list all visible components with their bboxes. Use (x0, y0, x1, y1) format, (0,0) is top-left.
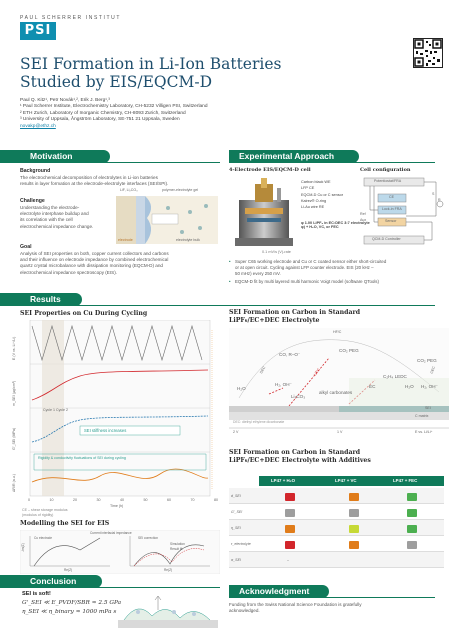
config-aux: Aux (360, 218, 367, 222)
eis-heading: Modelling the SEI for EIS (20, 520, 110, 527)
cell-label-list: Carbon black WE LFP CE EQCM-D Cu or C sensor Kalrez® O-ring Li-Au wire RE (301, 180, 343, 209)
email-link[interactable]: novakp@ethz.ch (20, 123, 56, 129)
background-text-1: The electrochemical decomposition of electrolytes in Li-ion batteries (20, 175, 158, 180)
cell-marker (285, 493, 295, 501)
experimental-heading: Experimental Approach (229, 150, 359, 163)
author-names: Paul Q. Kitz¹, Petr Novák¹,², Erik J. Berg¹,³ (20, 98, 110, 103)
cu-cycling-chart (12, 320, 220, 520)
cu-annot-stiffness: SEI stiffness increases (84, 428, 127, 433)
eis-label-fit: Result fit (170, 547, 183, 551)
carbon-label-hfc: HF/C (333, 330, 342, 334)
eis-label-sim: Simulation (170, 542, 185, 546)
cu-annot-cycle2: Cycle 2 (56, 408, 68, 412)
additives-row-label-eta: η_SEI (231, 526, 241, 530)
config-qcm: QCM-D Controller (372, 237, 401, 241)
carbon-label-sei: SEI (425, 406, 431, 410)
fig-label-top2: polymer-electrolyte gel (162, 188, 199, 192)
cell-heading: 4-Electrode EIS/EQCM-D cell (229, 167, 311, 173)
page-title: SEI Formation in Li-Ion Batteries Studied by EIS/EQCM-D (20, 55, 282, 91)
cell-marker (285, 525, 295, 533)
config-r: R (438, 198, 441, 202)
background-text-2: results in layer formation at the electrode-electrolyte interfaces (SEI/SPI). (20, 181, 169, 186)
cu-ylabel-resistance: ΔR/R (a.u.) (12, 474, 16, 492)
challenge-heading: Challenge (20, 198, 45, 204)
carbon-label-dec: DEC (259, 365, 267, 375)
carbon-label-h2o-1: H₂O (237, 386, 246, 391)
cell-config-schematic (360, 176, 446, 250)
eis-ylabel: -Im(Z) (21, 543, 25, 552)
results-heading: Results (20, 293, 82, 306)
author-block (20, 98, 208, 130)
additives-row-label-d: d_SEI (231, 494, 241, 498)
conclusion-eq1: G'_SEI ≪ E_PVDF/SBR ≈ 2.5 GPa (22, 600, 122, 606)
config-ce: CE (389, 195, 394, 199)
additives-row-label-tau: τ_electrolyte (231, 542, 251, 546)
carbon-label-liec: LiEC (313, 367, 321, 377)
fig-label-top: LiF, Li₂CO₃ (120, 188, 138, 192)
carbon-footnote: DEC: diethyl ethylene dicarbonate (233, 420, 285, 424)
carbon-label-cmatrix: C matrix (415, 414, 429, 418)
carbon-label-co2-peg: CO₂ PEG (339, 348, 359, 353)
additives-row-label-g: G'_SEI (231, 510, 243, 514)
psi-logo: PSI (20, 22, 56, 40)
eqcm-cell-drawing (233, 178, 295, 248)
conditions-list: φ 1.00 LiPF₆ in EC:DEC 3:7 electrolyte φ) + H₂O, VC, or FEC (301, 221, 370, 229)
cu-note-2: (modulus of rigidity) (22, 513, 54, 517)
cell-marker (407, 541, 417, 549)
sei-interphase-figure (116, 188, 218, 244)
cu-annot-cycle1: Cycle 1 (43, 408, 55, 412)
fig-label-electrode: electrode (118, 238, 133, 242)
cell-marker (407, 525, 417, 533)
config-potentiostat: Potentiostat/FRA (374, 179, 402, 183)
cell-marker (349, 509, 359, 517)
cell-marker (349, 541, 359, 549)
motivation-heading: Motivation (20, 150, 110, 163)
additives-col-vc: LP47 + VC (335, 478, 357, 483)
motivation-bar-left (0, 150, 20, 163)
cell-marker (407, 509, 417, 517)
carbon-label-li2co3: Li₂CO₃ (291, 394, 306, 399)
ack-rule (229, 597, 435, 598)
carbon-label-ec: EC (369, 384, 376, 389)
eis-model-figure (20, 530, 220, 574)
cu-ylabel-potential: E (V vs. Li⁺/Li) (12, 336, 16, 360)
conclusion-figure (118, 590, 218, 634)
carbon-heading: SEI Formation on Carbon in Standard LiPF₆/EC+DEC Electrolyte (229, 309, 361, 324)
config-sensor: Sensor (385, 219, 397, 223)
carbon-xaxis-label: E vs. Li/Li⁺ (415, 430, 433, 434)
carbon-label-h2oh-2: H₂, OH⁻ (421, 384, 438, 389)
carbon-label-h2oh-1: H₂, OH⁻ (275, 382, 292, 387)
cell-marker (349, 493, 359, 501)
background-heading: Background (20, 168, 51, 174)
config-lockin: Lock-in FRA (382, 207, 402, 211)
goal-heading: Goal (20, 244, 32, 250)
qr-code-icon[interactable] (413, 38, 443, 68)
eis-xlabel-1: Re(Z) (64, 568, 73, 572)
additives-col-fec: LP47 + FEC (393, 478, 418, 483)
results-rule (20, 305, 435, 306)
carbon-sei-diagram (229, 328, 449, 438)
eis-label-correction: SEI correction (138, 536, 159, 540)
affiliation-3: ³ University of Uppsala, Ångström Laboratory, SE-751 21 Uppsala, Sweden (20, 117, 180, 123)
conclusion-soft: SEI is soft! (22, 591, 51, 597)
ack-text: Funding from the Swiss National Science Foundation is gratefully acknowledged. (229, 602, 362, 614)
cu-xlabel: Time (h) (110, 504, 124, 508)
carbon-label-alkyl: alkyl carbonates (319, 390, 353, 395)
conclusion-bar-left (0, 575, 20, 588)
carbon-label-c2h4: C₂H₄ LEDC (383, 374, 407, 379)
carbon-label-co-ro: CO, R–O⁻ (279, 352, 301, 357)
cu-ylabel-modulus: G'_SEI (MPa) (12, 427, 16, 450)
experimental-rule (229, 162, 435, 163)
results-bar-left (0, 293, 20, 306)
cu-ylabel-mass: m_SEI (µg/cm²) (12, 380, 16, 406)
cu-heading: SEI Properties on Cu During Cycling (20, 310, 148, 317)
carbon-label-cec: CEC (429, 365, 436, 375)
conclusion-rule (20, 587, 220, 588)
cell-marker (285, 509, 295, 517)
ack-heading: Acknowledgment (229, 585, 329, 598)
carbon-xtick-1v: 1 V (337, 430, 343, 434)
eis-title: Current interfacial impedance (90, 531, 132, 535)
additives-col-h2o: LP47 + H₂O (271, 478, 296, 483)
cu-note-1: CE – shear storage modulus (22, 508, 68, 512)
additives-row-label-sigma: σ_SEI (231, 558, 241, 562)
fig-label-bulk: electrolyte bulk (176, 238, 200, 242)
affiliation-2: ² ETH Zurich, Laboratory of Inorganic Chemistry, CH-8093 Zurich, Switzerland (20, 110, 186, 116)
cu-annot-rigidity: Rigidity & conductivity fluctuations of SEI during cycling (38, 456, 126, 460)
cell-marker (349, 525, 359, 533)
scan-rate: 0.1 mV/s (V)-rate (262, 250, 291, 254)
additives-body (229, 488, 444, 572)
additives-heading: SEI Formation on Carbon in Standard LiPF₆/EC+DEC Electrolyte with Additives (229, 449, 371, 464)
additives-table (229, 476, 444, 572)
carbon-label-h2o-2: H₂O (405, 384, 414, 389)
affiliation-1: ¹ Paul Scherrer Institute, Electrochemistry Laboratory, CH-5232 Villigen PSI, Switzerland (20, 104, 208, 110)
config-s: S (432, 192, 435, 196)
eis-label-cu: Cu electrode (34, 536, 53, 540)
conclusion-heading: Conclusion (20, 575, 102, 588)
config-ref: Ref (360, 212, 366, 216)
additives-dash: – (287, 558, 289, 562)
goal-text: Analysis of SEI properties on both, copper current collectors and carbons and their influence on electrode impedance by combined electrochemical quartz crystal microbalance with dissipation monitoring (EQCM-D) and electrochemical impedance spectroscopy (EIS). (20, 251, 169, 275)
eis-xlabel-2: Re(Z) (164, 568, 173, 572)
config-heading: Cell configuration (360, 167, 411, 173)
conclusion-eq2: η_SEI ≪ η_binary ≈ 1000 mPa s (22, 609, 117, 615)
cu-xticks: 0 10 20 30 40 50 60 70 80 (28, 498, 218, 502)
motivation-rule (20, 162, 220, 163)
additives-row (229, 552, 444, 568)
experimental-bullets: • Super C65 working electrode and Cu or C coated sensor either short-circuited or at open circuit. Cycling against LFP counter electrode. EIS (20 kHz – 50 mHz) every 250 mV. • EQCM-D fit by multi layered multi harmonic Voigt model (software QTools) (229, 259, 387, 285)
institute-name: PAUL SCHERRER INSTITUT (20, 15, 122, 21)
carbon-label-co2-peg-2: CO₂ PEG (417, 358, 437, 363)
cell-marker (407, 493, 417, 501)
challenge-text: Understanding the electrode- electrolyte interphase buildup and its correlation with the cell electrochemical impedance change. (20, 205, 94, 229)
carbon-xtick-2v: 2 V (233, 430, 239, 434)
cell-marker (285, 541, 295, 549)
